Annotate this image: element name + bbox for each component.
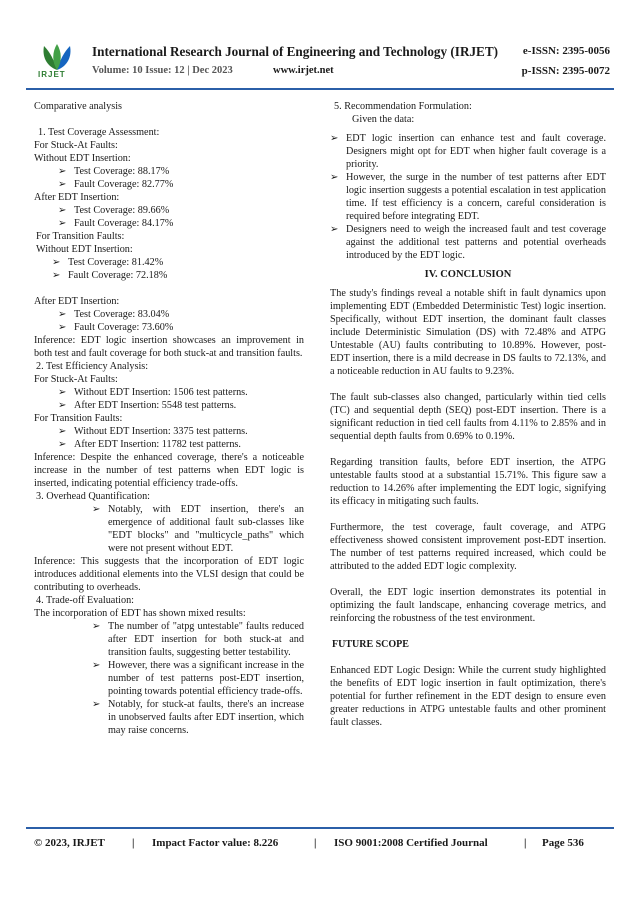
inference-2: Inference: Despite the enhanced coverage, there's a noticeable increase in the number of test patterns when EDT logic is inserted, indicating potential efficiency trade-offs. [34,452,304,489]
list-item: ➢ Fault Coverage: 84.17% [58,218,174,229]
list-item: ➢ Designers need to weigh the increased fault and test coverage against the additional test patterns and potential overheads introduced by the EDT logic. [330,224,606,261]
bullet-arrow-icon: ➢ [58,166,67,177]
list-item: ➢ Fault Coverage: 82.77% [58,179,174,190]
s2-transition-label: For Transition Faults: [34,413,123,424]
s2-stuck-label: For Stuck-At Faults: [34,374,118,385]
bullet-arrow-icon: ➢ [92,621,101,632]
s1-stuck-label: For Stuck-At Faults: [34,140,118,151]
section-1-title: 1. Test Coverage Assessment: [38,127,160,138]
section-5-title: 5. Recommendation Formulation: [334,101,472,112]
conclusion-paragraph-2: The fault sub-classes also changed, particularly within tied cells (TC) and sequential depth (SEQ) post-EDT insertion. There is a significant reduction in tied cell faults from 4.11% to 2.85% and in sequential depth faults from 0.69% to 0.19%. [330,392,606,442]
bullet-arrow-icon: ➢ [92,660,101,671]
bullet-arrow-icon: ➢ [58,322,67,333]
footer-separator: | [132,837,135,849]
footer-iso: ISO 9001:2008 Certified Journal [334,837,488,849]
bullet-arrow-icon: ➢ [58,309,67,320]
list-item: ➢ Fault Coverage: 72.18% [52,270,168,281]
list-item: ➢ After EDT Insertion: 11782 test patterns. [58,439,241,450]
s1-transition-label: For Transition Faults: [36,231,125,242]
list-item: ➢ Test Coverage: 83.04% [58,309,170,320]
list-item: ➢ The number of "atpg untestable" faults reduced after EDT insertion for both stuck-at and transition faults, suggesting better testability. [92,621,304,658]
list-item: ➢ Test Coverage: 89.66% [58,205,170,216]
list-item: ➢ Test Coverage: 88.17% [58,166,170,177]
s1-after2-label: After EDT Insertion: [34,296,120,307]
bullet-arrow-icon: ➢ [58,439,67,450]
issn-e: e-ISSN: 2395-0056 [522,45,610,57]
footer-copyright: © 2023, IRJET [34,837,105,849]
bullet-arrow-icon: ➢ [58,218,67,229]
footer-separator: | [314,837,317,849]
bullet-arrow-icon: ➢ [330,172,339,183]
inference-1: Inference: EDT logic insertion showcases an improvement in both test and fault coverage for both stuck-at and transition faults. [34,335,304,359]
section-3-title: 3. Overhead Quantification: [36,491,151,502]
bullet-arrow-icon: ➢ [330,133,339,144]
bullet-arrow-icon: ➢ [58,205,67,216]
logo-text: IRJET [38,70,66,79]
s5-subtitle: Given the data: [352,114,415,125]
list-item: ➢ However, there was a significant increase in the number of test patterns post-EDT insertion, pointing towards potential efficiency trade-offs. [92,660,304,697]
bullet-arrow-icon: ➢ [330,224,339,235]
right-column [330,100,606,729]
page-header [30,40,610,86]
footer-page-number: Page 536 [542,837,584,849]
list-item: ➢ Test Coverage: 81.42% [52,257,164,268]
issn-p: p-ISSN: 2395-0072 [521,65,610,77]
conclusion-heading: IV. CONCLUSION [424,269,512,280]
list-item: ➢ After EDT Insertion: 5548 test patterns. [58,400,237,411]
conclusion-paragraph-4: Furthermore, the test coverage, fault coverage, and ATPG effectiveness showed consistent improvement post-EDT insertion. The number of test patterns required increased, which could be attributed to the added EDT logic complexity. [330,522,606,572]
section-2-title: 2. Test Efficiency Analysis: [36,361,149,372]
list-item: ➢ Notably, with EDT insertion, there's an emergence of additional fault sub-classes like "EDT blocks" and "multicycle_paths" which were not present without EDT. [92,504,304,554]
bullet-arrow-icon: ➢ [52,270,61,281]
s4-intro: The incorporation of EDT has shown mixed results: [34,608,246,619]
volume-issue: Volume: 10 Issue: 12 | Dec 2023 [92,65,233,76]
footer-impact-factor: Impact Factor value: 8.226 [152,837,279,849]
s1-after-label: After EDT Insertion: [34,192,120,203]
conclusion-paragraph-3: Regarding transition faults, before EDT insertion, the ATPG untestable faults stood at a substantial 15.71%. This figure saw a reduction to 14.26% after implementing the EDT logic, signifying its efficacy in mitigating such faults. [330,457,606,507]
bullet-arrow-icon: ➢ [58,179,67,190]
intro-text: Comparative analysis [34,101,122,112]
list-item: ➢ EDT logic insertion can enhance test and fault coverage. Designers might opt for EDT when higher fault coverage is a priority. [330,133,606,170]
future-scope-paragraph: Enhanced EDT Logic Design: While the current study highlighted the benefits of EDT logic insertion in fault optimization, there's potential for further refinement in the EDT design to ensure even greater reductions in ATPG untestable faults and other prominent fault classes. [330,665,606,728]
bullet-arrow-icon: ➢ [92,504,101,515]
list-item: ➢ Without EDT Insertion: 1506 test patterns. [58,387,248,398]
s1-without-label: Without EDT Insertion: [34,153,131,164]
footer-rule [26,827,614,829]
bullet-arrow-icon: ➢ [58,387,67,398]
header-rule [26,88,614,90]
left-column [34,100,304,737]
inference-3: Inference: This suggests that the incorporation of EDT logic introduces additional elements into the VLSI design that could be contributing to overheads. [34,556,304,593]
s1-without2-label: Without EDT Insertion: [36,244,133,255]
section-4-title: 4. Trade-off Evaluation: [36,595,134,606]
conclusion-paragraph-1: The study's findings reveal a notable shift in fault dynamics upon implementing EDT (Embedded Deterministic Test) logic insertion. Specifically, without EDT insertion, the dominant fault classes include Deterministic Simulation (DS) with 72.48% and ATPG Untestable (AU) faults contributing to 10.89%. However, post-EDT insertion, there is a mild decrease in DS faults to 72.13%, and a noticeable reduction in AU faults to 9.23%. [330,288,606,377]
bullet-arrow-icon: ➢ [58,426,67,437]
list-item: ➢ Without EDT Insertion: 3375 test patterns. [58,426,248,437]
journal-title: International Research Journal of Engineering and Technology (IRJET) [92,44,499,59]
list-item: ➢ Notably, for stuck-at faults, there's an increase in unobserved faults after EDT insertion, which may raise concerns. [92,699,304,736]
footer-separator: | [524,837,527,849]
bullet-arrow-icon: ➢ [58,400,67,411]
website-link[interactable]: www.irjet.net [273,65,334,76]
conclusion-paragraph-5: Overall, the EDT logic insertion demonstrates its potential in optimizing the fault landscape, enhancing coverage metrics, and reinforcing the robustness of the test environment. [330,587,606,624]
bullet-arrow-icon: ➢ [92,699,101,710]
list-item: ➢ Fault Coverage: 73.60% [58,322,174,333]
bullet-arrow-icon: ➢ [52,257,61,268]
future-scope-heading: FUTURE SCOPE [332,639,409,650]
list-item: ➢ However, the surge in the number of test patterns after EDT logic insertion suggests a potential escalation in test application time. If test efficiency is a concern, careful consideration is required before integrating EDT. [330,172,606,222]
